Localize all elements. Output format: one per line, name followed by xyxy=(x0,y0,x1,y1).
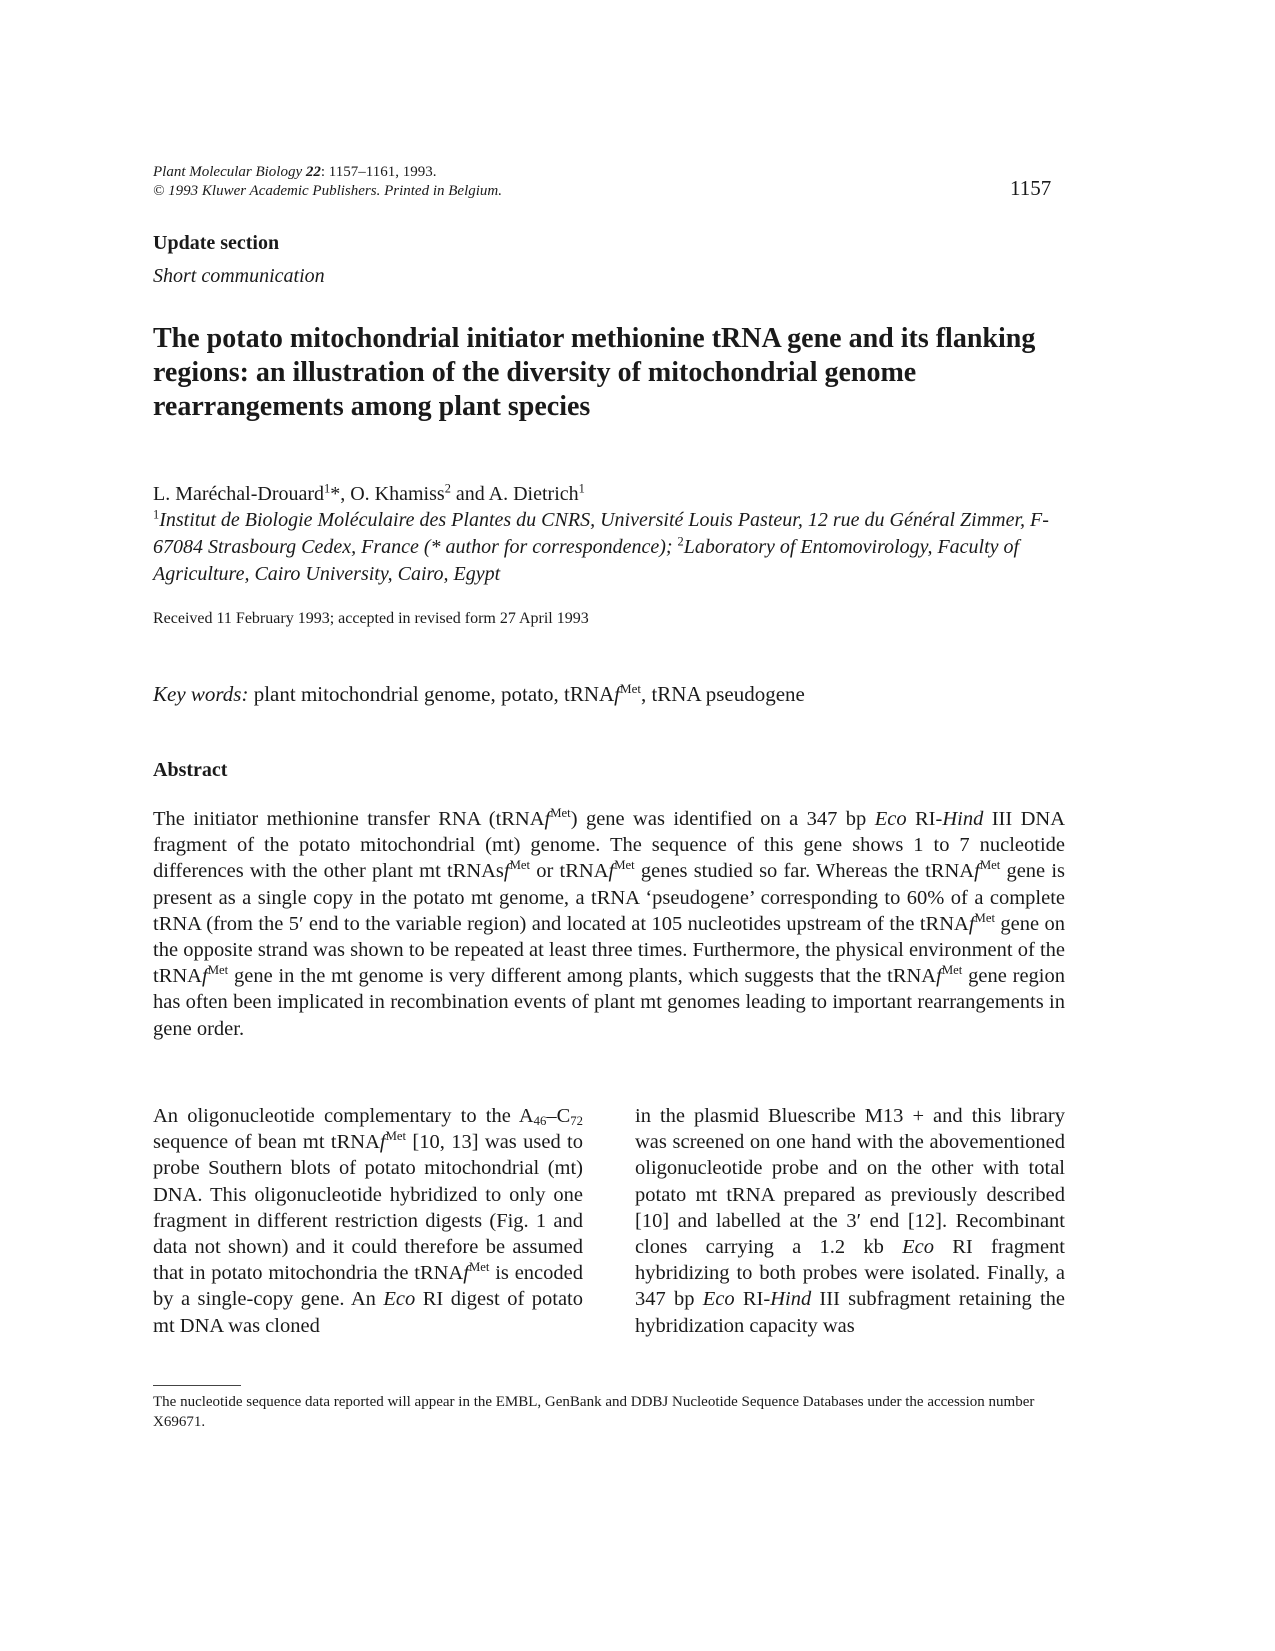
affil-1-marker: 1 xyxy=(153,507,160,522)
received-dates: Received 11 February 1993; accepted in revised form 27 April 1993 xyxy=(153,610,589,627)
abstract-met: Met xyxy=(941,963,963,978)
body-text: An oligonucleotide complementary to the A xyxy=(153,1105,534,1127)
author-2: O. Khamiss xyxy=(350,483,445,505)
body-met: Met xyxy=(385,1129,407,1144)
body-text: RI fragment hybridizing to both probes were isolated. Finally, a 347 bp xyxy=(635,1236,1065,1311)
abstract-part: gene is present as a single copy in the potato mt genome, a tRNA ‘pseudogene’ corresponding to 60% of a complete tRNA (from the 5′ end to the variable region) and located at 105 nucleotides upstream of the tRNA xyxy=(153,860,1065,935)
abstract-f: f xyxy=(608,860,615,883)
author-3-affil: 1 xyxy=(578,481,585,496)
abstract-f: f xyxy=(936,965,942,988)
abstract-f: f xyxy=(503,860,510,883)
body-eco: Eco xyxy=(383,1288,416,1311)
abstract-met: Met xyxy=(509,858,531,873)
body-text: sequence of bean mt tRNA xyxy=(153,1131,380,1154)
abstract-met: Met xyxy=(614,858,635,873)
abstract-eco: Eco xyxy=(874,808,907,830)
abstract-part: ) gene was identified on a 347 bp xyxy=(570,808,875,830)
body-text: RI digest of potato mt DNA was cloned xyxy=(153,1288,583,1337)
body-text: –C xyxy=(546,1105,571,1127)
journal-name: Plant Molecular Biology xyxy=(153,164,303,180)
journal-volume: 22 xyxy=(305,164,321,180)
affil-2-text: Laboratory of Entomovirology, Faculty of Agriculture, Cairo University, Cairo, Egypt xyxy=(153,536,1020,585)
abstract-part: III DNA fragment of the potato mitochondrial (mt) genome. The sequence of this gene shows 1 to 7 nucleotide differences with the other plant mt tRNAs xyxy=(153,808,1065,883)
keywords-met: Met xyxy=(620,680,641,696)
abstract-met: Met xyxy=(207,963,229,978)
abstract-part: RI- xyxy=(906,808,943,830)
abstract-part: gene in the mt genome is very different among plants, which suggests that the tRNA xyxy=(228,965,937,988)
subscript: 46 xyxy=(533,1114,547,1129)
body-text: III subfragment retaining the hybridization capacity was xyxy=(635,1288,1066,1337)
body-column-left xyxy=(153,1103,583,1339)
abstract-heading: Abstract xyxy=(153,759,228,781)
body-eco: Eco xyxy=(702,1288,735,1311)
body-f: f xyxy=(379,1131,386,1154)
abstract-part: The initiator methionine transfer RNA (tRNA xyxy=(153,808,545,830)
abstract-text xyxy=(153,806,1065,1042)
abstract-f: f xyxy=(201,965,208,988)
paper-title: The potato mitochondrial initiator methionine tRNA gene and its flanking regions: an illustration of the diversity of mitochondrial genome rearrangements among plant species xyxy=(153,323,1036,422)
body-text: [10, 13] was used to probe Southern blots of potato mitochondrial (mt) DNA. This oligonucleotide hybridized to only one fragment in different restriction digests (Fig. 1 and data not shown) and it could therefore be assumed that in potato mitochondria the tRNA xyxy=(153,1131,583,1285)
abstract-part: gene on the opposite strand was shown to be repeated at least three times. Furthermore, the physical environment of the tRNA xyxy=(153,912,1065,988)
copyright-line: © 1993 Kluwer Academic Publishers. Printed in Belgium. xyxy=(153,183,502,199)
author-2-affil: 2 xyxy=(444,481,451,496)
journal-citation xyxy=(153,163,502,201)
keywords-text-2: , tRNA pseudogene xyxy=(640,682,805,706)
keywords-label: Key words: xyxy=(153,682,249,706)
journal-pages-year: : 1157–1161, 1993. xyxy=(320,164,437,180)
author-conjunction: and xyxy=(450,483,489,505)
communication-type: Short communication xyxy=(153,265,325,287)
body-text: is encoded by a single-copy gene. An xyxy=(153,1262,583,1311)
author-1-mark: *, xyxy=(330,483,351,505)
keywords-text-1: plant mitochondrial genome, potato, tRNA xyxy=(248,682,615,706)
abstract-part: genes studied so far. Whereas the tRNA xyxy=(634,860,975,883)
abstract-met: Met xyxy=(550,806,571,821)
affil-2-marker: 2 xyxy=(677,534,684,549)
footnote-rule xyxy=(153,1385,241,1386)
journal-line xyxy=(153,163,502,182)
body-met: Met xyxy=(468,1260,490,1275)
author-list xyxy=(153,483,585,506)
body-hind: Hind xyxy=(770,1288,812,1311)
author-3: A. Dietrich xyxy=(488,483,579,505)
abstract-f: f xyxy=(968,912,975,935)
body-text: in the plasmid Bluescribe M13 + and this library was screened on one hand with the abovementioned oligonucleotide probe and on the other with total potato mt tRNA prepared as previously described [10] and labelled at the 3′ end [12]. Recombinant clones carrying a 1.2 kb xyxy=(635,1105,1065,1259)
abstract-hind: Hind xyxy=(942,808,984,830)
author-1-affil: 1 xyxy=(324,481,331,496)
body-eco: Eco xyxy=(902,1236,934,1259)
abstract-met: Met xyxy=(974,910,995,925)
section-label: Update section xyxy=(153,232,280,254)
subscript: 72 xyxy=(570,1114,583,1129)
keywords xyxy=(153,682,805,707)
author-1: L. Maréchal-Drouard xyxy=(153,483,325,505)
page-number: 1157 xyxy=(1010,176,1052,200)
body-f: f xyxy=(463,1262,469,1285)
abstract-part: gene region has often been implicated in recombination events of plant mt genomes leading to important rearrangements in gene order. xyxy=(153,965,1065,1040)
abstract-f: f xyxy=(974,860,980,883)
keywords-f: f xyxy=(614,682,620,706)
abstract-met: Met xyxy=(979,858,1001,873)
abstract-part: or tRNA xyxy=(530,860,609,883)
body-text: RI- xyxy=(734,1288,771,1311)
body-column-right xyxy=(635,1103,1065,1339)
affiliations xyxy=(153,507,1093,588)
abstract-f: f xyxy=(544,808,551,830)
footnote: The nucleotide sequence data reported will appear in the EMBL, GenBank and DDBJ Nucleotide Sequence Databases under the accession number X69671. xyxy=(153,1394,1035,1430)
affil-1-text: Institut de Biologie Moléculaire des Plantes du CNRS, Université Louis Pasteur, 12 rue du Général Zimmer, F-67084 Strasbourg Cedex, France (* author for correspondence); xyxy=(153,509,1049,558)
